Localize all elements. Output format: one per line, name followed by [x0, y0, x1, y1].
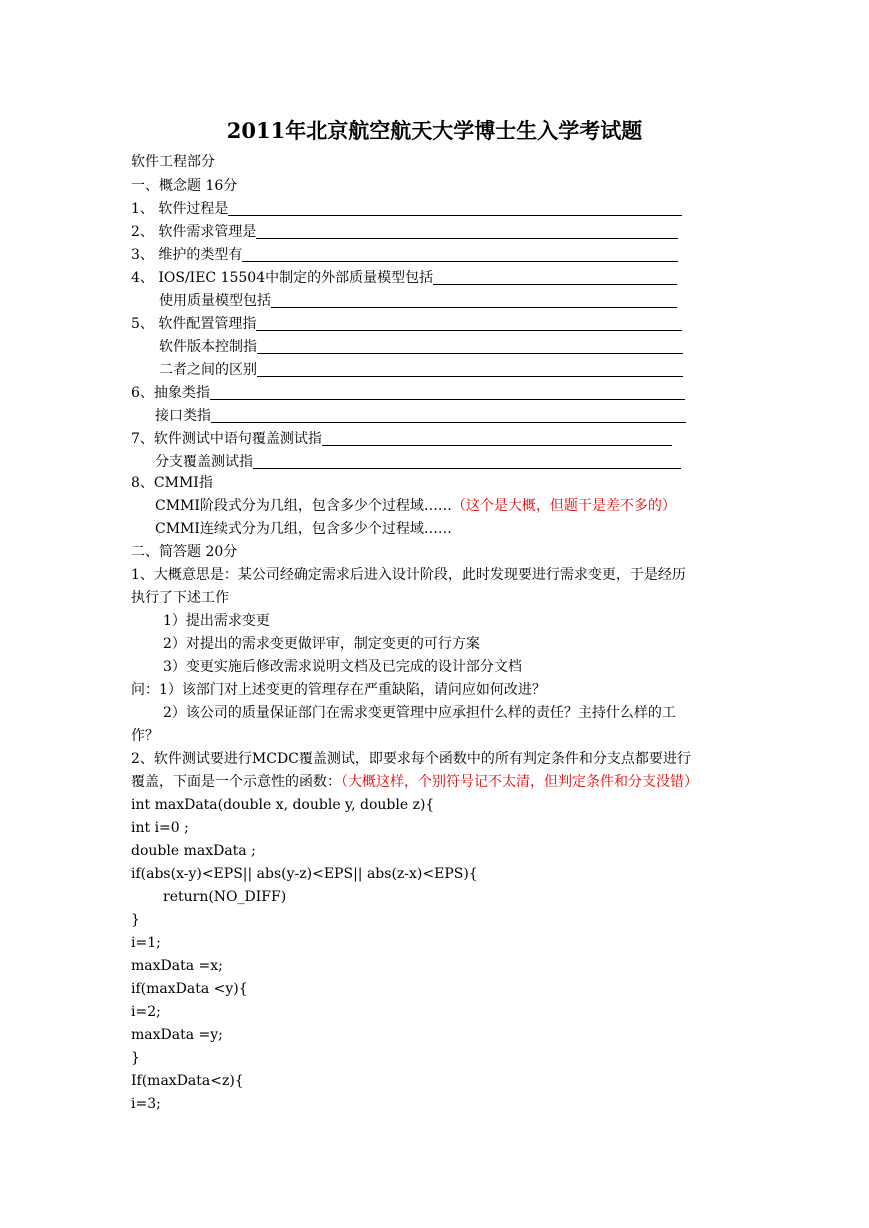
- answer-blank: [256, 314, 682, 331]
- question-4-text: 4、 IOS/IEC 15504中制定的外部质量模型包括: [131, 270, 434, 286]
- code-line: i=3;: [131, 1096, 161, 1112]
- answer-blank: [257, 337, 683, 354]
- problem-2-line-2: [131, 772, 698, 792]
- question-8a-note: （这个是大概，但题干是差不多的）: [451, 498, 676, 514]
- question-8b: CMMI连续式分为几组，包含多少个过程域……: [155, 521, 452, 537]
- answer-blank: [228, 199, 682, 216]
- answer-blank: [433, 268, 677, 285]
- problem-1-line-1: 1、大概意思是：某公司经确定需求后进入设计阶段，此时发现要进行需求变更，于是经历: [131, 567, 686, 583]
- code-line: If(maxData<z){: [131, 1073, 244, 1089]
- question-7b: [155, 452, 681, 472]
- question-3: [131, 245, 678, 265]
- code-line: i=1;: [131, 935, 161, 951]
- question-4: [131, 268, 677, 288]
- code-line: }: [131, 1050, 140, 1066]
- answer-blank: [210, 383, 685, 400]
- question-6: [131, 383, 685, 403]
- step-3: 3）变更实施后修改需求说明文档及已完成的设计部分文档: [163, 659, 522, 675]
- question-8a: [155, 496, 676, 516]
- question-5b: [159, 337, 683, 357]
- problem-2-line-1: 2、软件测试要进行MCDC覆盖测试，即要求每个函数中的所有判定条件和分支点都要进行: [131, 751, 691, 767]
- answer-blank: [256, 222, 678, 239]
- answer-blank: [211, 406, 686, 423]
- question-2: [131, 222, 678, 242]
- question-5c: [159, 360, 683, 380]
- step-1: 1）提出需求变更: [163, 613, 270, 629]
- problem-1-line-2: 执行了下述工作: [131, 590, 229, 606]
- question-1-text: 1、 软件过程是: [131, 201, 229, 217]
- question-6b: [155, 406, 686, 426]
- question-6-text: 6、抽象类指: [131, 385, 210, 401]
- question-3-text: 3、 维护的类型有: [131, 247, 243, 263]
- answer-blank: [257, 360, 683, 377]
- question-7-text: 7、软件测试中语句覆盖测试指: [131, 431, 322, 447]
- question-5: [131, 314, 682, 334]
- answer-blank: [322, 429, 672, 446]
- code-line: i=2;: [131, 1004, 161, 1020]
- problem-2-text: 覆盖，下面是一个示意性的函数：: [131, 774, 341, 790]
- ask-2-line-1: 2）该公司的质量保证部门在需求变更管理中应承担什么样的责任？主持什么样的工: [163, 705, 676, 721]
- question-8: 8、CMMI指: [131, 475, 213, 491]
- problem-2-note: （大概这样，个别符号记不太清，但判定条件和分支没错）: [341, 774, 698, 790]
- ask-1: 问：1）该部门对上述变更的管理存在严重缺陷，请问应如何改进？: [131, 682, 546, 698]
- question-5b-text: 软件版本控制指: [159, 339, 257, 355]
- ask-2-line-2: 作？: [131, 728, 159, 744]
- question-4b: [159, 291, 677, 311]
- exam-title: 2011年北京航空航天大学博士生入学考试题: [226, 118, 643, 143]
- section-label: 软件工程部分: [131, 154, 215, 170]
- code-line: int maxData(double x, double y, double z){: [131, 797, 435, 813]
- code-line: int i=0 ;: [131, 820, 189, 836]
- question-2-text: 2、 软件需求管理是: [131, 224, 257, 240]
- code-line: if(abs(x-y)<EPS|| abs(y-z)<EPS|| abs(z-x)<EPS){: [131, 866, 478, 882]
- code-line: maxData =y;: [131, 1027, 223, 1043]
- question-5-text: 5、 软件配置管理指: [131, 316, 257, 332]
- answer-blank: [242, 245, 678, 262]
- question-7: [131, 429, 672, 449]
- answer-blank: [271, 291, 677, 308]
- code-line: }: [131, 912, 140, 928]
- question-1: [131, 199, 682, 219]
- code-line: return(NO_DIFF): [163, 889, 287, 905]
- question-8a-text: CMMI阶段式分为几组，包含多少个过程域……: [155, 498, 452, 514]
- question-4b-text: 使用质量模型包括: [159, 293, 271, 309]
- answer-blank: [253, 452, 681, 469]
- code-line: double maxData ;: [131, 843, 256, 859]
- step-2: 2）对提出的需求变更做评审，制定变更的可行方案: [163, 636, 480, 652]
- part2-heading: 二、简答题 20分: [131, 544, 238, 560]
- question-5c-text: 二者之间的区别: [159, 362, 257, 378]
- part1-heading: 一、概念题 16分: [131, 178, 238, 194]
- code-line: maxData =x;: [131, 958, 223, 974]
- code-line: if(maxData <y){: [131, 981, 248, 997]
- question-7b-text: 分支覆盖测试指: [155, 454, 253, 470]
- question-6b-text: 接口类指: [155, 408, 211, 424]
